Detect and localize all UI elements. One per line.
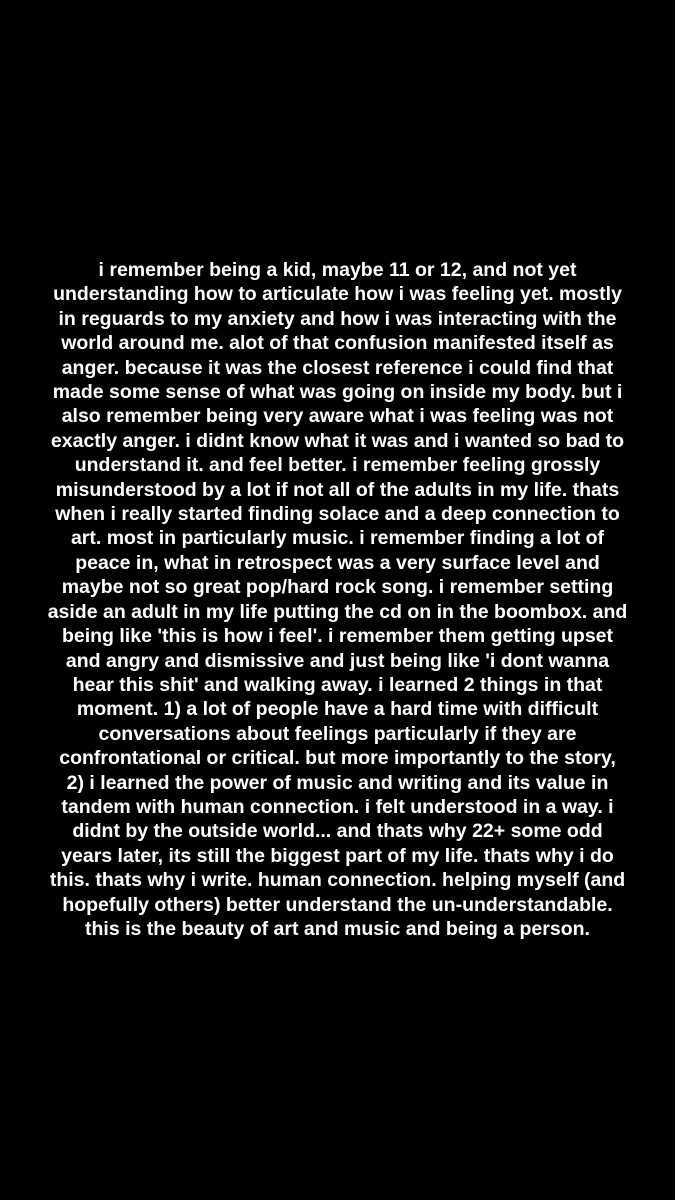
story-line-21: confrontational or critical. but more importantly to the story,: [59, 747, 616, 770]
story-line-26: this. thats why i write. human connection. helping myself (and: [49, 869, 626, 892]
story-line-19: moment. 1) a lot of people have a hard time with difficult: [76, 698, 599, 721]
story-line-22: 2) i learned the power of music and writing and its value in: [66, 771, 609, 794]
story-line-23: tandem with human connection. i felt understood in a way. i: [61, 795, 614, 818]
story-line-25: years later, its still the biggest part of my life. thats why i do: [61, 844, 614, 867]
story-line-15: aside an adult in my life putting the cd on in the boombox. and: [47, 600, 628, 623]
story-text: [30, 258, 645, 941]
story-line-8: exactly anger. i didnt know what it was and i wanted so bad to: [50, 429, 625, 452]
story-line-28: this is the beauty of art and music and being a person.: [85, 917, 590, 940]
story-line-4: world around me. alot of that confusion manifested itself as: [61, 332, 614, 355]
story-line-2: understanding how to articulate how i was feeling yet. mostly: [53, 283, 622, 306]
story-line-13: peace in, what in retrospect was a very surface level and: [75, 551, 600, 574]
story-line-9: understand it. and feel better. i remember feeling grossly: [74, 454, 601, 477]
story-line-12: art. most in particularly music. i remember finding a lot of: [70, 527, 605, 550]
story-line-3: in reguards to my anxiety and how i was interacting with the: [58, 307, 617, 330]
story-line-7: also remember being very aware what i was feeling was not: [61, 405, 614, 428]
story-line-6: made some sense of what was going on inside my body. but i: [52, 381, 623, 404]
story-line-11: when i really started finding solace and a deep connection to: [55, 503, 620, 526]
story-line-14: maybe not so great pop/hard rock song. i remember setting: [61, 576, 614, 599]
story-line-5: anger. because it was the closest reference i could find that: [61, 356, 614, 379]
story-line-1: i remember being a kid, maybe 11 or 12, and not yet: [98, 259, 577, 281]
story-line-18: hear this shit' and walking away. i learned 2 things in that: [72, 673, 603, 696]
story-line-17: and angry and dismissive and just being like 'i dont wanna: [65, 649, 610, 672]
story-line-10: misunderstood by a lot if not all of the adults in my life. thats: [55, 478, 620, 501]
story-line-27: hopefully others) better understand the un-understandable.: [62, 893, 613, 916]
story-line-24: didnt by the outside world... and thats why 22+ some odd: [72, 820, 603, 843]
story-line-20: conversations about feelings particularly if they are: [98, 722, 577, 745]
story-line-16: being like 'this is how i feel'. i remember them getting upset: [61, 625, 614, 648]
